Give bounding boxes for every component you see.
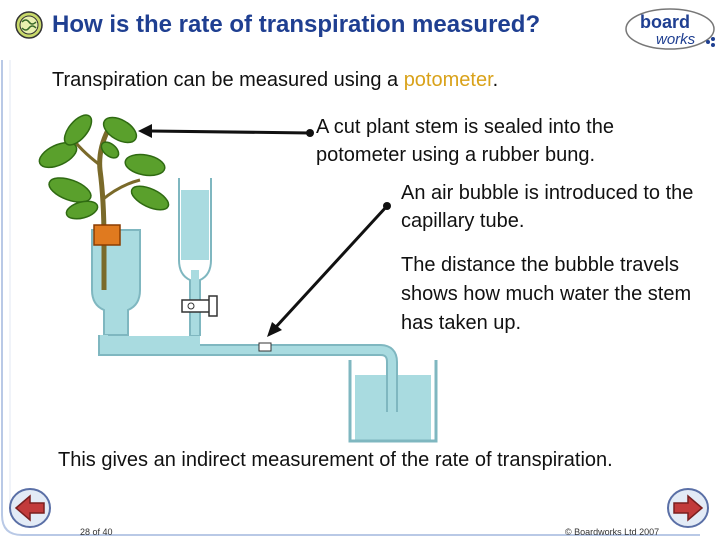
- summary-text: This gives an indirect measurement of the rate of transpiration.: [58, 449, 613, 471]
- annotation-bung: A cut plant stem is sealed into the potometer using a rubber bung.: [316, 116, 614, 166]
- potometer-keyword[interactable]: potometer: [403, 69, 493, 91]
- rubber-bung: [94, 225, 120, 245]
- svg-text:works: works: [656, 31, 696, 48]
- intro-suffix: .: [492, 69, 499, 91]
- annotation-distance: The distance the bubble travels shows how much water the stem has taken up.: [401, 254, 692, 334]
- arrow-right-icon[interactable]: [666, 486, 710, 530]
- annotation-bubble: An air bubble is introduced to the capillary tube.: [401, 182, 694, 232]
- arrow-left-icon[interactable]: [8, 486, 52, 530]
- copyright: © Boardworks Ltd 2007: [565, 527, 660, 537]
- page-title: How is the rate of transpiration measured?: [52, 11, 541, 38]
- svg-text:board: board: [640, 12, 691, 32]
- pointer-line-1: [138, 124, 314, 138]
- intro-prefix: Transpiration can be measured using a: [52, 69, 404, 91]
- pointer-line-2: [267, 202, 391, 337]
- reservoir-tube: [179, 178, 217, 335]
- page-number: 28 of 40: [80, 527, 113, 537]
